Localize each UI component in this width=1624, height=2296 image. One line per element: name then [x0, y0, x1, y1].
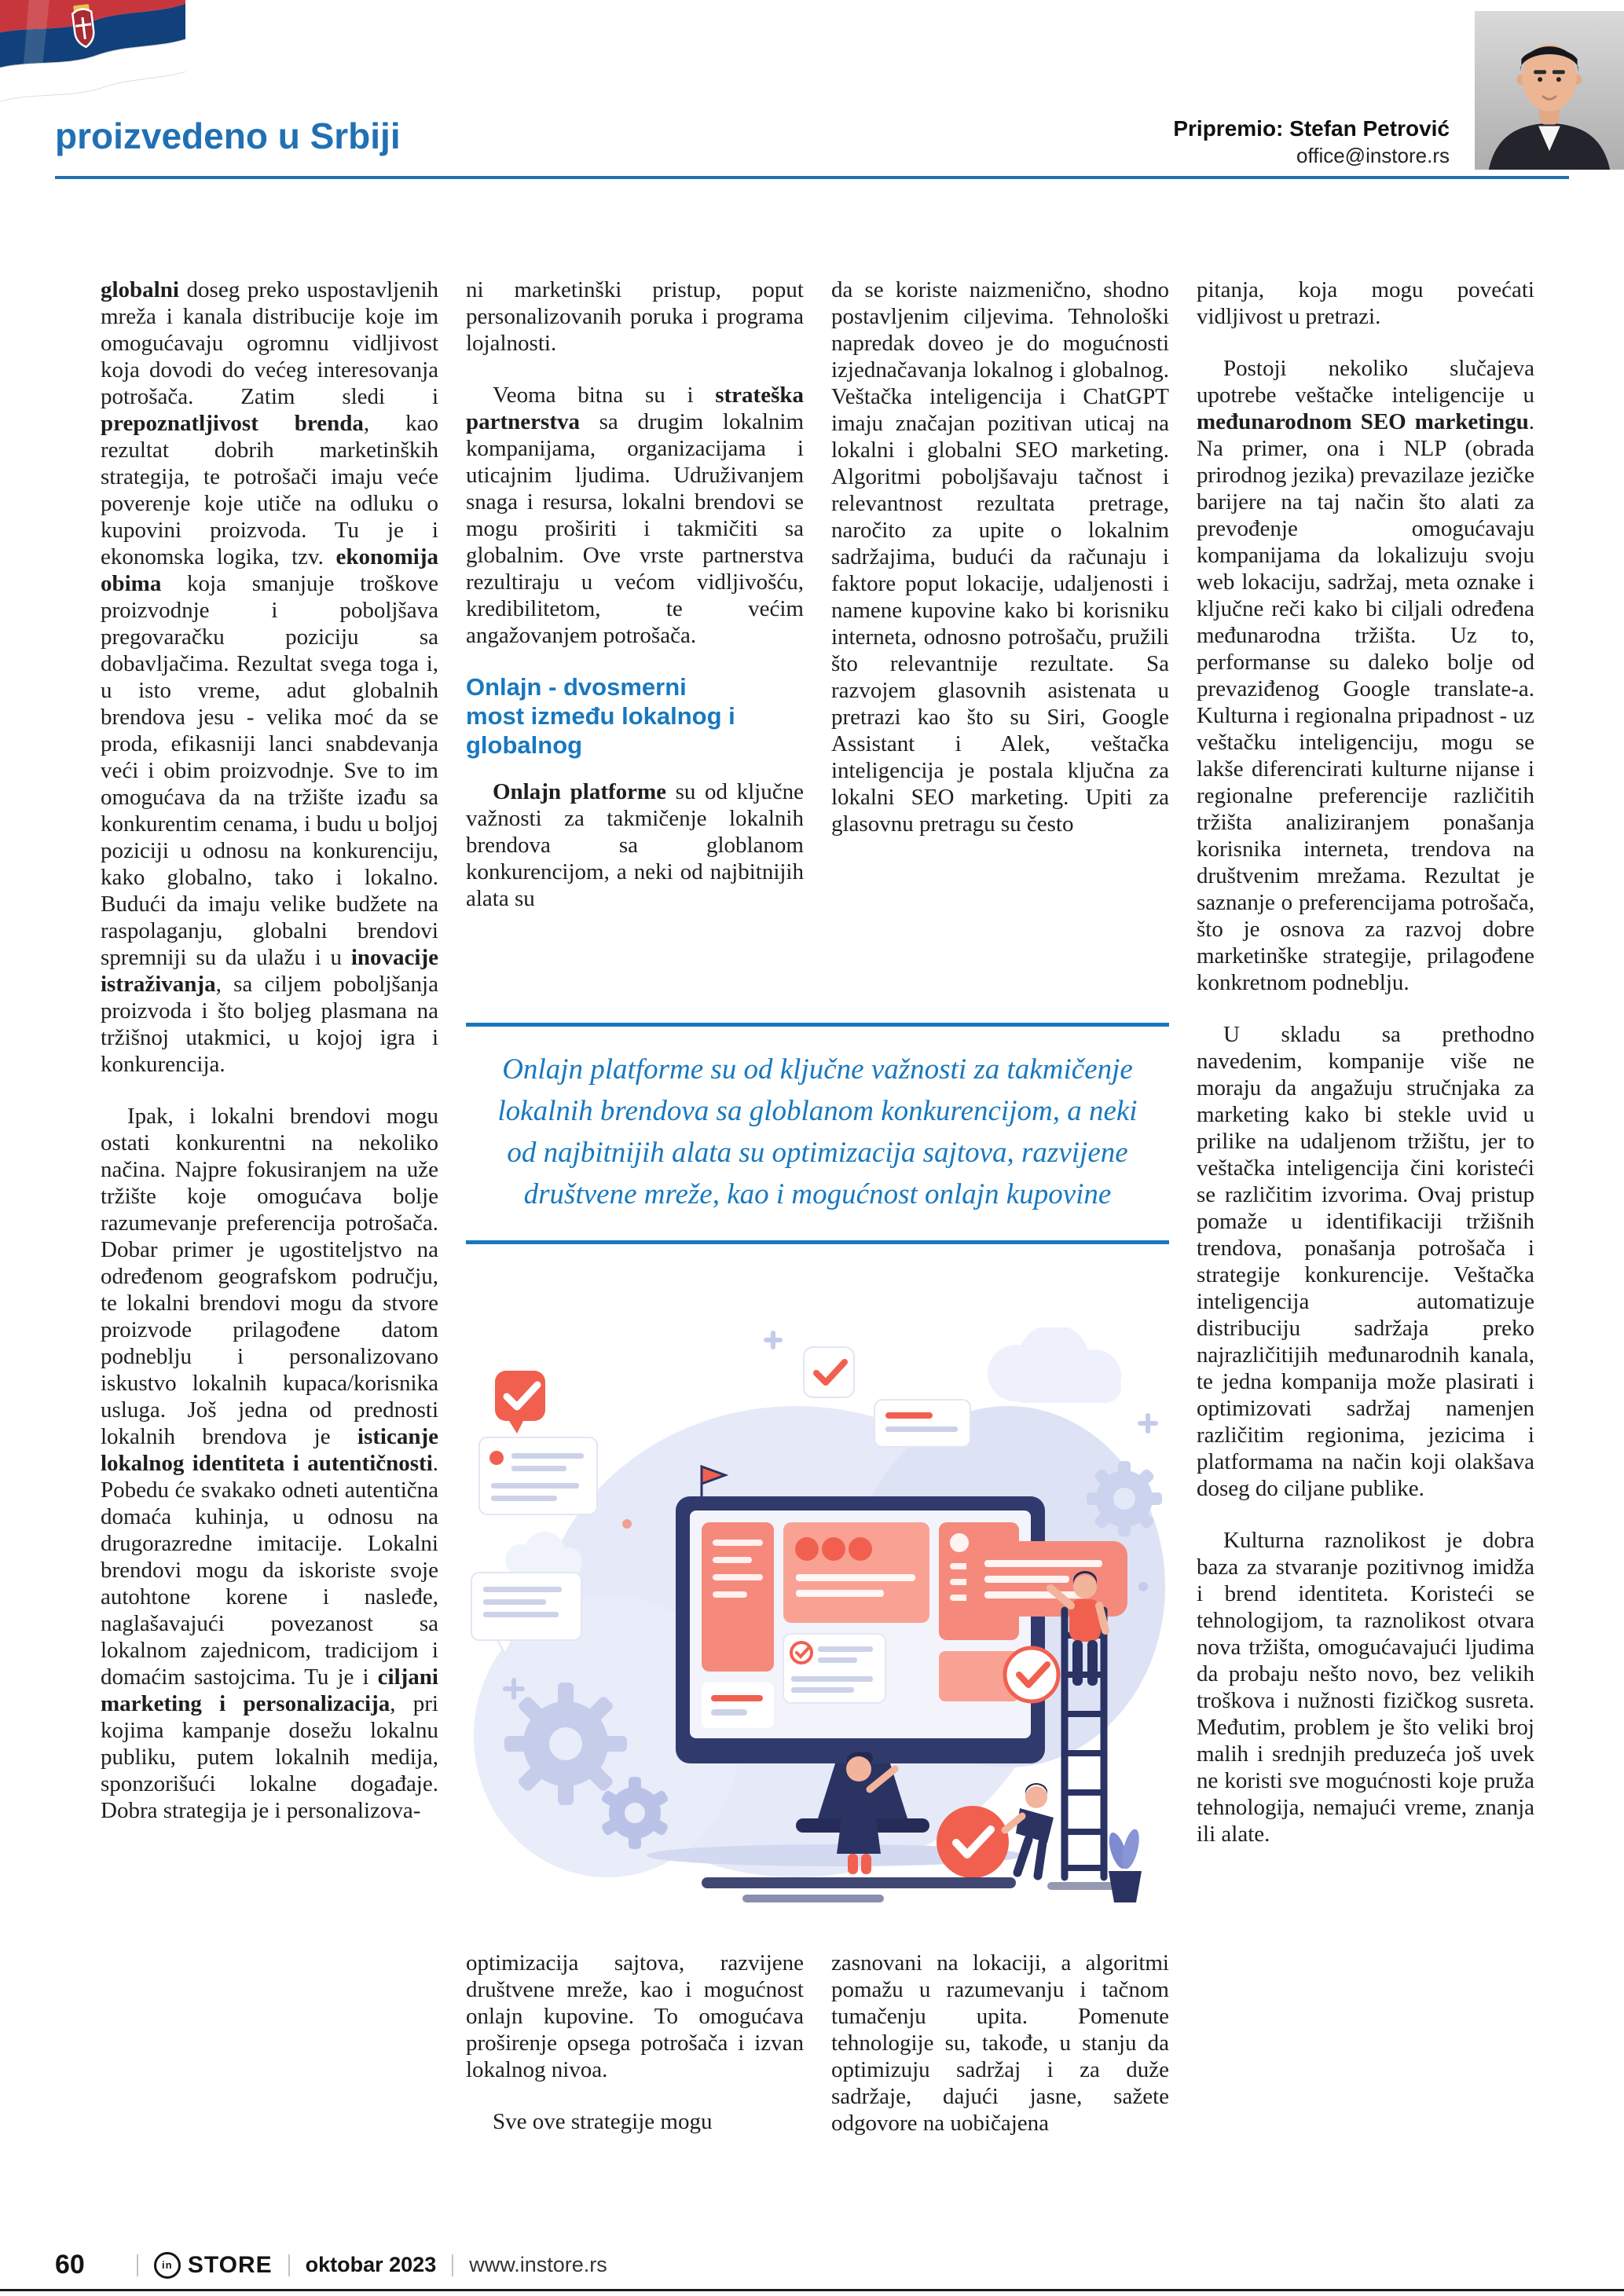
paragraph-group: [101, 276, 438, 1824]
issue-date: oktobar 2023: [305, 2253, 437, 2276]
dot-decoration: [622, 1519, 632, 1529]
paragraph: Postoji nekoliko slučajeva upotrebe veštačke inteligencije u međunarodnom SEO marketingu. Na primer, ona i NLP (obrada prirodnog jezika) prevazilaze jezičke barijere na taj način što alati za prevođenje omogućavaju kompanijama da lokalizuju svoju web lokaciju, sadržaj, meta oznake i ključne reči kako bi ciljali određena međunarodna tržišta. Uz to, performanse su daleko bolje od prevaziđenog Google translate-a. Kulturna i regionalna pripadnost - uz veštačku inteligenciju, mogu se lakše diferencirati kulturne nijanse i regionalne preferencije različitih tržišta analiziranjem ponašanja korisnika interneta, trendova na društvenim mrežama. Rezultat je saznanje o preferencijama potrošača, što je osnova za razvoj dobre marketinške strategije, prilagođene konkretnom podneblju.: [1197, 356, 1534, 995]
paragraph-group: [466, 1950, 804, 2135]
byline-email[interactable]: office@instore.rs: [1296, 144, 1450, 167]
author-photo: [1475, 11, 1624, 170]
paragraph: globalni doseg preko uspostavljenih mreža i kanala distribucije koje im omogućavaju ogromnu vidljivost koja dovodi do većeg interesovanja potrošača. Zatim sledi i prepoznatljivost brenda, kao rezultat dobrih marketinških strategija, te potrošači imaju veće poverenje koje utiče na odluku o kupovini proizvoda. Tu je i ekonomska logika, tzv. ekonomija obima koja smanjuje troškove proizvodnje i poboljšava pregovaračku poziciju sa dobavljačima. Rezultat svega toga i, u isto vreme, adut globalnih brendova jesu - velika moć da se proda, efikasniji lanci snabdevanja veći i obim proizvodnje. Sve to im omogućava da na tržište izađu sa konkurentim cenama, i budu u boljoj poziciji u odnosu na konkurenciju, kako globalno, tako i lokalno. Budući da imaju velike budžete na raspolaganju, globalni brendovi spremniji su da ulažu i u inovacije istraživanja, sa ciljem poboljšanja proizvoda i što boljeg plasmana na tržišnoj utakmici, u kojoj igra i konkurencija.: [101, 277, 438, 1077]
paragraph: Ipak, i lokalni brendovi mogu ostati konkurentni na nekoliko načina. Najpre fokusiranjem na uže tržište koje omogućava bolje razumevanje preferencija potrošača. Dobar primer je ugostiteljstvo na određenom geografskom području, te lokalni brendovi mogu da stvore proizvode prilagođene datom podneblju i personalizovano iskustvo lokalnih kupaca/korisnika usluga. Još jedna od prednosti lokalnih brendova je isticanje lokalnog identiteta i autentičnosti. Pobedu će svakako odneti autentična domaća kuhinja, u odnosu na drugorazredne imitacije. Lokalni brendovi mogu da iskoriste svoje autohtone korene i nasleđe, naglašavajući povezanost sa lokalnom zajednicom, tradicijom i domaćim sastojcima. Tu je i ciljani marketing i personalizacija, pri kojima kampanje dosežu lokalnu publiku, putem lokalnih medija, sponzorišući lokalne događaje. Dobra strategija je i personalizova-: [101, 1104, 438, 1823]
footer-divider: [137, 2254, 138, 2276]
ground: [702, 1877, 1134, 1902]
paragraph-group: [466, 778, 804, 912]
checkmark-circle-icon: [1005, 1648, 1058, 1701]
paragraph: Kulturna raznolikost je dobra baza za stvaranje pozitivnog imidža i brend identiteta. Koristeći se tehnologijom, ta raznolikost otvara nova tržišta, omogućavajući ljudima da probaju nešto novo, bez velikih troškova i nužnosti fizičkog susreta. Međutim, problem je što veliki broj malih i srednjih preduzeća još uvek ne koristi sve mogućnosti koje pruža tehnologija, nemajući vreme, znanja ili alate.: [1197, 1528, 1534, 1847]
paragraph: pitanja, koja mogu povećati vidljivost u pretrazi.: [1197, 277, 1534, 329]
header-rule: [55, 176, 1569, 179]
byline-prepared-by: Pripremio: Stefan Petrović: [1173, 116, 1450, 141]
footer-divider: [452, 2254, 453, 2276]
brand-name: STORE: [187, 2251, 273, 2278]
paragraph: optimizacija sajtova, razvijene društvene mreže, kao i mogućnost onlajn kupovine. To omogućava proširenje opsega potrošača i izvan lokalnog nivoa.: [466, 1950, 804, 2082]
article-column-1: [101, 276, 438, 2248]
page-footer: [55, 2250, 607, 2280]
article-column-2-bottom: [466, 1950, 804, 2253]
paragraph-group: [466, 276, 804, 649]
cloud-icon: [988, 1327, 1121, 1403]
seo-marketing-illustration: [466, 1327, 1169, 1936]
article-column-4: [1197, 276, 1534, 2248]
paragraph: Sve ove strategije mogu: [493, 2109, 713, 2134]
paragraph: da se koriste naizmenično, shodno postavljenim ciljevima. Tehnološki napredak doveo je do mogućnosti izjednačavanja lokalnog i globalnog. Veštačka inteligencija i ChatGPT imaju značajan pozitivan uticaj na lokalni i globalni SEO marketing. Algoritmi poboljšavaju tačnost i relevantnost rezultata pretrage, naročito za upite o lokalnim sadržajima, budući da računaju i faktore poput lokacije, udaljenosti i namene kupovine kako bi korisniku interneta, odnosno potrošaču, pružili što relevantnije rezultate. Sa razvojem glasovnih asistenata u pretrazi kao što su Siri, Google Assistant i Alek, veštačka inteligencija je postala ključna za lokalni SEO marketing. Upiti za glasovnu pretragu su često: [831, 277, 1169, 837]
serbia-flag-icon: [0, 0, 185, 125]
paragraph: zasnovani na lokaciji, a algoritmi pomažu u razumevanju i tačnom tumačenju upita. Pomenute tehnologije su, takođe, u stanju da optimizuju sadržaj i za duže sadržaje, dajući jasne, sažete odgovore na uobičajena: [831, 1950, 1169, 2136]
section-subheading: Onlajn - dvosmerni most između lokalnog i globalnog: [466, 673, 735, 759]
plant-icon: [1105, 1828, 1142, 1902]
tag-card: [874, 1400, 970, 1447]
coin-check-icon: [937, 1806, 1009, 1878]
quote-rule-bottom: [466, 1240, 1169, 1244]
checkmark-badge-icon: [495, 1371, 545, 1434]
paragraph-group: [831, 276, 1169, 837]
page-bottom-rule: [0, 2289, 1624, 2291]
dot-decoration: [1138, 1582, 1148, 1591]
person-figure: [1005, 1783, 1054, 1876]
instore-circle-icon: in: [154, 2252, 181, 2279]
article-column-2-top: [466, 276, 804, 1019]
gear-icon: [504, 1683, 627, 1805]
paragraph: U skladu sa prethodno navedenim, kompanije više ne moraju da angažuju stručnjaka za marketing kako bi stekle uvid u prilike na udaljenom tržištu, jer to veštačka inteligencija čini koristeći se različitim izvorima. Ovaj pristup pomaže u identifikaciji tržišnih trendova, ponašanja potrošača i strategije konkurencije. Veštačka inteligencija automatizuje distribuciju sadržaja preko najrazličitijih međunarodnih kanala, te jedna kompanija može plasirati i optimizovati sadržaj namenjen različitim regionima, jezicima i platformama na način koji olakšava doseg do ciljane publike.: [1197, 1022, 1534, 1501]
note-card: [479, 1437, 597, 1514]
gear-icon: [1087, 1461, 1162, 1536]
section-title: proizvedeno u Srbiji: [55, 115, 401, 156]
pull-quote-block: [466, 1023, 1169, 1244]
instore-logo: [154, 2252, 273, 2279]
article-column-3-top: [831, 276, 1169, 1019]
article-column-3-bottom: [831, 1950, 1169, 2253]
pull-quote: Onlajn platforme su od ključne važnosti za takmičenje lokalnih brendova sa globlanom konkurencijom, a neki od najbitnijih alata su optimizacija sajtova, razvijene društvene mreže, kao i mogućnost onlajn kupovine: [497, 1053, 1138, 1210]
website-link[interactable]: www.instore.rs: [469, 2253, 607, 2276]
paragraph-group: [831, 1950, 1169, 2137]
paragraph-group: [1197, 276, 1534, 1847]
paragraph: Veoma bitna su i strateška partnerstva sa drugim lokalnim kompanijama, organizacijama i uticajnim ljudima. Udruživanjem snaga i resursa, lokalni brendovi se mogu proširiti i takmičiti sa globalnim. Ove vrste partnerstva rezultiraju u većom vidljivošću, kredibilitetom, te većim angažovanjem potrošača.: [466, 383, 804, 648]
paragraph: Onlajn platforme su od ključne važnosti za takmičenje lokalnih brendova sa globlanom konkurencijom, a neki od najbitnijih alata su: [466, 779, 804, 911]
checkmark-card-icon: [804, 1347, 854, 1397]
byline: [1173, 116, 1450, 168]
paragraph: ni marketinški pristup, poput personalizovanih poruka i programa lojalnosti.: [466, 277, 804, 356]
page-number: 60: [55, 2250, 85, 2280]
footer-divider: [288, 2254, 290, 2276]
